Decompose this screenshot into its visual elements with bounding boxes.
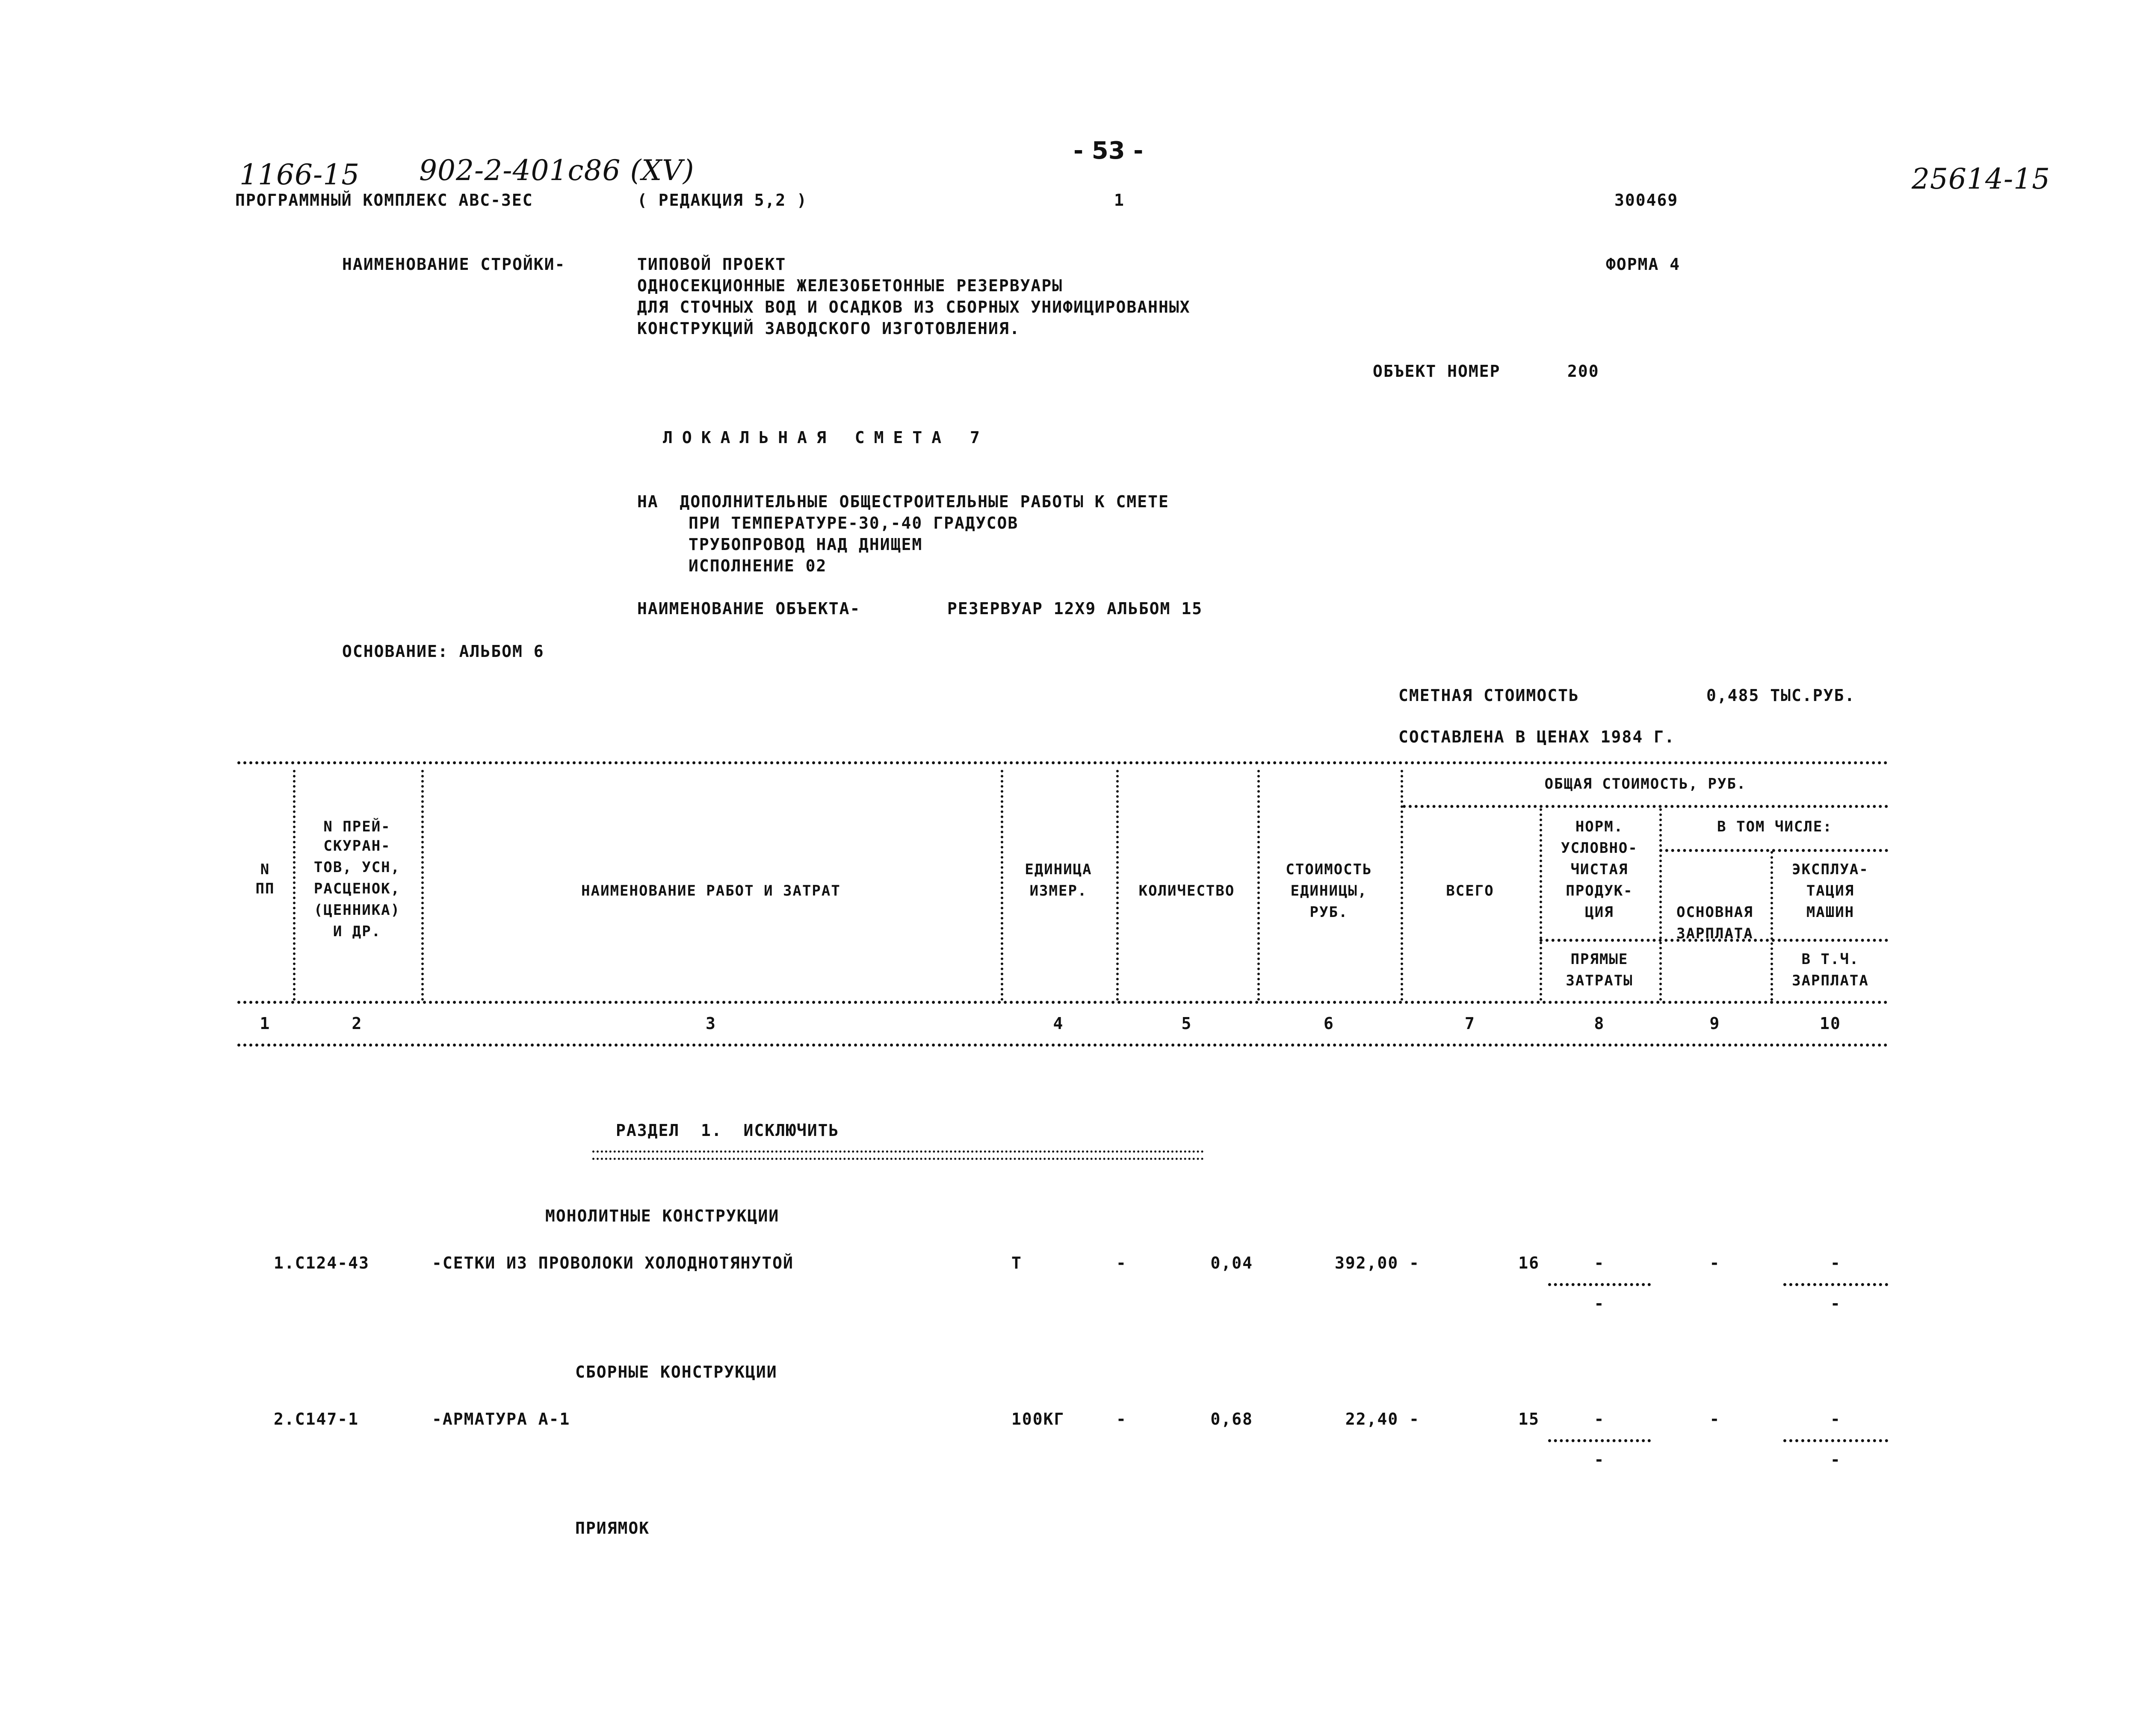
numbers-bottom-rule xyxy=(237,1044,1888,1047)
prices-label: СОСТАВЛЕНА В ЦЕНАХ 1984 Г. xyxy=(1398,728,1675,746)
h-col7: ВСЕГО xyxy=(1446,882,1494,899)
purpose-line-3: ТРУБОПРОВОД НАД ДНИЩЕМ xyxy=(689,535,923,554)
col-num-9: 9 xyxy=(1709,1014,1720,1033)
row-2-c10-bottom: - xyxy=(1830,1450,1841,1469)
h-col8-bottom-1: ПРЯМЫЕ xyxy=(1570,951,1629,968)
col-num-1: 1 xyxy=(260,1014,271,1033)
object-name-label: НАИМЕНОВАНИЕ ОБЪЕКТА- xyxy=(637,599,861,618)
group-rule xyxy=(1403,805,1888,808)
row-2-c8: - xyxy=(1594,1410,1605,1428)
h-col8-line2: УСЛОВНО- xyxy=(1561,840,1638,857)
col-num-8: 8 xyxy=(1594,1014,1605,1033)
sheet-number: 1 xyxy=(1114,191,1125,210)
object-number: 200 xyxy=(1567,362,1599,381)
purpose-line-2: ПРИ ТЕМПЕРАТУРЕ-30,-40 ГРАДУСОВ xyxy=(689,514,1019,532)
project-line-4: КОНСТРУКЦИЙ ЗАВОДСКОГО ИЗГОТОВЛЕНИЯ. xyxy=(637,319,1020,338)
h-col8-line5: ЦИЯ xyxy=(1585,904,1614,921)
basis: ОСНОВАНИЕ: АЛЬБОМ 6 xyxy=(342,642,544,661)
object-label: ОБЪЕКТ НОМЕР xyxy=(1373,362,1501,381)
form-label: ФОРМА 4 xyxy=(1606,255,1681,274)
row-2-c8-bottom: - xyxy=(1594,1450,1605,1469)
h-col8-line3: ЧИСТАЯ xyxy=(1570,861,1629,878)
h-col10-bottom-1: В Т.Ч. xyxy=(1801,951,1859,968)
col-num-4: 4 xyxy=(1053,1014,1064,1033)
h-col8-bottom-2: ЗАТРАТЫ xyxy=(1566,972,1633,989)
col-num-2: 2 xyxy=(352,1014,363,1033)
row-1-pos: 1.С124-43 xyxy=(274,1254,369,1272)
program-name: ПРОГРАММНЫЙ КОМПЛЕКС АВС-3ЕС xyxy=(235,191,533,210)
col-num-5: 5 xyxy=(1181,1014,1192,1033)
row-2-qty: 0,68 xyxy=(1210,1410,1253,1428)
h-col9-line1: ОСНОВНАЯ xyxy=(1676,904,1753,921)
construction-label: НАИМЕНОВАНИЕ СТРОЙКИ- xyxy=(342,255,566,274)
h-col4-line1: ЕДИНИЦА xyxy=(1025,861,1092,878)
row-1-c10: - xyxy=(1830,1254,1841,1272)
h-col10-line2: ТАЦИЯ xyxy=(1806,882,1855,899)
h-col5: КОЛИЧЕСТВО xyxy=(1138,882,1235,899)
row-1-dash: - xyxy=(1116,1254,1127,1272)
h-col2-line4: РАСЦЕНОК, xyxy=(313,880,401,897)
estimate-title: ЛОКАЛЬНАЯ СМЕТА 7 xyxy=(663,428,989,447)
h-col1-line1: N xyxy=(260,861,270,878)
row-1-c9: - xyxy=(1709,1254,1720,1272)
row-2-c10: - xyxy=(1830,1410,1841,1428)
row-2-c9: - xyxy=(1709,1410,1720,1428)
project-line-1: ТИПОВОЙ ПРОЕКТ xyxy=(637,255,786,274)
h-col6-line1: СТОИМОСТЬ xyxy=(1286,861,1372,878)
row-1-c8-rule xyxy=(1548,1283,1651,1286)
page-number: - 53 - xyxy=(1073,137,1144,165)
row-2-dash: - xyxy=(1116,1410,1127,1428)
row-1-unit: Т xyxy=(1011,1254,1022,1272)
next-group-name: ПРИЯМОК xyxy=(575,1519,650,1538)
project-line-3: ДЛЯ СТОЧНЫХ ВОД И ОСАДКОВ ИЗ СБОРНЫХ УНИФИЦИРОВАННЫХ xyxy=(637,298,1191,316)
handwritten-project-code: 902-2-401с86 (XV) xyxy=(419,154,695,187)
handwritten-right-code: 25614-15 xyxy=(1912,163,2051,195)
row-1-c8: - xyxy=(1594,1254,1605,1272)
row-1-c10-bottom: - xyxy=(1830,1294,1841,1313)
in-that-rule xyxy=(1659,849,1888,852)
h-col8-line1: НОРМ. xyxy=(1575,818,1624,835)
row-2-c10-rule xyxy=(1783,1439,1888,1442)
h-col2-line2: СКУРАН- xyxy=(323,837,391,855)
row-1-name: -СЕТКИ ИЗ ПРОВОЛОКИ ХОЛОДНОТЯНУТОЙ xyxy=(432,1254,794,1272)
h-col6-line2: ЕДИНИЦЫ, xyxy=(1290,882,1368,899)
row-2-price: 22,40 - xyxy=(1345,1410,1420,1428)
group-2-name: СБОРНЫЕ КОНСТРУКЦИИ xyxy=(575,1363,777,1381)
purpose-line-1: НА ДОПОЛНИТЕЛЬНЫЕ ОБЩЕСТРОИТЕЛЬНЫЕ РАБОТЫ К СМЕТЕ xyxy=(637,492,1169,511)
table-top-rule xyxy=(237,761,1888,764)
h-col2-line1: N ПРЕЙ- xyxy=(323,818,391,835)
document-number: 300469 xyxy=(1614,191,1679,210)
row-2-c8-rule xyxy=(1548,1439,1651,1442)
cost-label: СМЕТНАЯ СТОИМОСТЬ xyxy=(1398,686,1579,705)
h-col1-line2: ПП xyxy=(255,880,275,897)
h-in-that: В ТОМ ЧИСЛЕ: xyxy=(1717,818,1832,835)
h-col6-line3: РУБ. xyxy=(1309,904,1348,921)
row-1-c10-rule xyxy=(1783,1283,1888,1286)
h-col3: НАИМЕНОВАНИЕ РАБОТ И ЗАТРАТ xyxy=(581,882,841,899)
h-col10-bottom-2: ЗАРПЛАТА xyxy=(1792,972,1869,989)
row-1-qty: 0,04 xyxy=(1210,1254,1253,1272)
row-2-pos: 2.С147-1 xyxy=(274,1410,359,1428)
section-underline xyxy=(592,1150,1204,1160)
h-col10-line3: МАШИН xyxy=(1806,904,1855,921)
edition: ( РЕДАКЦИЯ 5,2 ) xyxy=(637,191,808,210)
row-1-c8-bottom: - xyxy=(1594,1294,1605,1313)
h-col2-line3: ТОВ, УСН, xyxy=(313,859,401,876)
handwritten-left-code: 1166-15 xyxy=(239,158,360,191)
section-title: РАЗДЕЛ 1. ИСКЛЮЧИТЬ xyxy=(616,1121,839,1140)
col-num-10: 10 xyxy=(1820,1014,1841,1033)
cost-value: 0,485 ТЫС.РУБ. xyxy=(1706,686,1856,705)
h-col9-line2: ЗАРПЛАТА xyxy=(1676,925,1753,942)
row-2-total: 15 xyxy=(1518,1410,1540,1428)
col-num-7: 7 xyxy=(1465,1014,1475,1033)
h-col8-line4: ПРОДУК- xyxy=(1566,882,1633,899)
h-col4-line2: ИЗМЕР. xyxy=(1029,882,1088,899)
h-col2-line5: (ЦЕННИКА) xyxy=(313,902,401,919)
header-bottom-rule xyxy=(237,1001,1888,1004)
h-col2-line6: И ДР. xyxy=(333,923,381,940)
h-group-total: ОБЩАЯ СТОИМОСТЬ, РУБ. xyxy=(1544,775,1747,793)
col-num-6: 6 xyxy=(1324,1014,1334,1033)
group-1-name: МОНОЛИТНЫЕ КОНСТРУКЦИИ xyxy=(545,1207,780,1225)
row-2-name: -АРМАТУРА А-1 xyxy=(432,1410,570,1428)
purpose-line-4: ИСПОЛНЕНИЕ 02 xyxy=(689,556,827,575)
object-name: РЕЗЕРВУАР 12Х9 АЛЬБОМ 15 xyxy=(947,599,1203,618)
project-line-2: ОДНОСЕКЦИОННЫЕ ЖЕЛЕЗОБЕТОННЫЕ РЕЗЕРВУАРЫ xyxy=(637,276,1063,295)
col-num-3: 3 xyxy=(706,1014,716,1033)
h-col10-line1: ЭКСПЛУА- xyxy=(1792,861,1869,878)
row-1-price: 392,00 - xyxy=(1334,1254,1420,1272)
row-2-unit: 100КГ xyxy=(1011,1410,1065,1428)
row-1-total: 16 xyxy=(1518,1254,1540,1272)
